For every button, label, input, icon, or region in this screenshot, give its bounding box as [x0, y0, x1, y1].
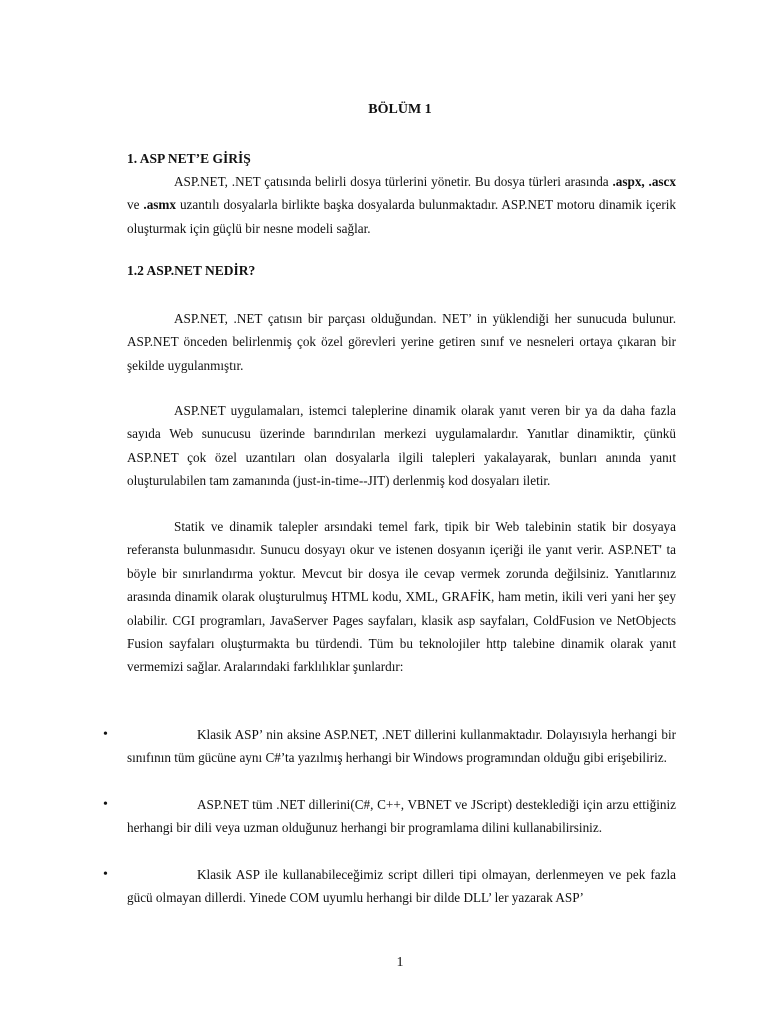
intro-ext-asmx: .asmx	[143, 197, 177, 213]
intro-text-1: ASP.NET, .NET çatısında belirli dosya türlerini yönetir. Bu dosya türleri arasında	[174, 174, 613, 189]
page-number: 1	[396, 955, 404, 970]
bullet-marker: •	[103, 867, 108, 882]
what-is-paragraph-3-text: Statik ve dinamik talepler arsındaki temel fark, tipik bir Web talebinin statik bir dosyaya referansta bulunmasıdır. Sunucu dosyayı okur ve istenen dosyanın içeriği ile yanıt verir. ASP.NET' ta böyle bir sınırlandırma yoktur. Mevcut bir dosya ile cevap vermek zorunda değilsiniz. Yanıtlarınız arasında dinamik olarak oluşturulmuş HTML kodu, XML, GRAFİK, ham metin, ikili veri yani her şey olabilir. CGI programları, JavaServer Pages sayfaları, klasik asp sayfaları, ColdFusion ve NetObjects Fusion sayfaları oluşturmakta bu türdendi. Tüm bu teknolojiler http talebine dinamik olarak yanıt vermemizi sağlar. Aralarındaki farklılıklar şunlardır:	[127, 519, 676, 675]
bullet-item	[127, 863, 676, 910]
intro-ext-aspx-ascx: .aspx, .ascx	[612, 174, 676, 189]
bullet-marker: •	[103, 797, 108, 812]
intro-text-3: uzantılı dosyalarla birlikte başka dosyalarda bulunmaktadır. ASP.NET motoru dinamik içerik oluşturmak için güçlü bir nesne modeli sağlar.	[127, 197, 677, 236]
what-is-paragraph-2	[127, 399, 676, 493]
bullet-item	[127, 723, 676, 770]
bullet-item-text: Klasik ASP ile kullanabileceğimiz script dilleri tipi olmayan, derlenmeyen ve pek fazla gücü olmayan dillerdi. Yinede COM uyumlu herhangi bir dilde DLL’ ler yazarak ASP’	[127, 867, 676, 906]
bullet-marker: •	[103, 727, 108, 742]
what-is-paragraph-1-text: ASP.NET, .NET çatısın bir parçası olduğundan. NET’ in yüklendiği her sunucuda bulunur. ASP.NET önceden belirlenmiş çok özel görevleri yerine getiren sınıf ve nesneleri ortaya çıkaran bir şekilde uygulanmıştır.	[127, 311, 676, 373]
intro-paragraph	[127, 170, 676, 240]
what-is-paragraph-1	[127, 307, 676, 377]
bullet-item	[127, 793, 676, 840]
what-is-paragraph-2-text: ASP.NET uygulamaları, istemci taleplerine dinamik olarak yanıt veren bir ya da daha fazla sayıda Web sunucusu üzerinde barındırılan merkezi uygulamalardır. Yanıtlar dinamiktir, çünkü ASP.NET çok özel uzantıları olan dosyalarla ilgili talepleri yakalayarak, bunları anında yanıt oluşturulabilen tam zamanında (just-in-time--JIT) derlenmiş kod dosyaları iletir.	[127, 403, 676, 489]
section-heading-what-is: 1.2 ASP.NET NEDİR?	[127, 263, 256, 278]
what-is-paragraph-3	[127, 515, 676, 679]
section-heading-intro: 1. ASP NET’E GİRİŞ	[127, 151, 251, 166]
intro-text-2: ve	[127, 197, 144, 213]
bullet-item-text: Klasik ASP’ nin aksine ASP.NET, .NET dillerini kullanmaktadır. Dolayısıyla herhangi bir sınıfının tüm gücüne aynı C#’ta yazılmış herhangi bir Windows programından olduğu gibi erişebiliriz.	[127, 727, 676, 766]
bullet-item-text: ASP.NET tüm .NET dillerini(C#, C++, VBNET ve JScript) desteklediği için arzu ettiğiniz herhangi bir dili veya uzman olduğunuz herhangi bir programlama dilini kullanabilirsiniz.	[127, 797, 676, 836]
chapter-title: BÖLÜM 1	[368, 102, 432, 117]
